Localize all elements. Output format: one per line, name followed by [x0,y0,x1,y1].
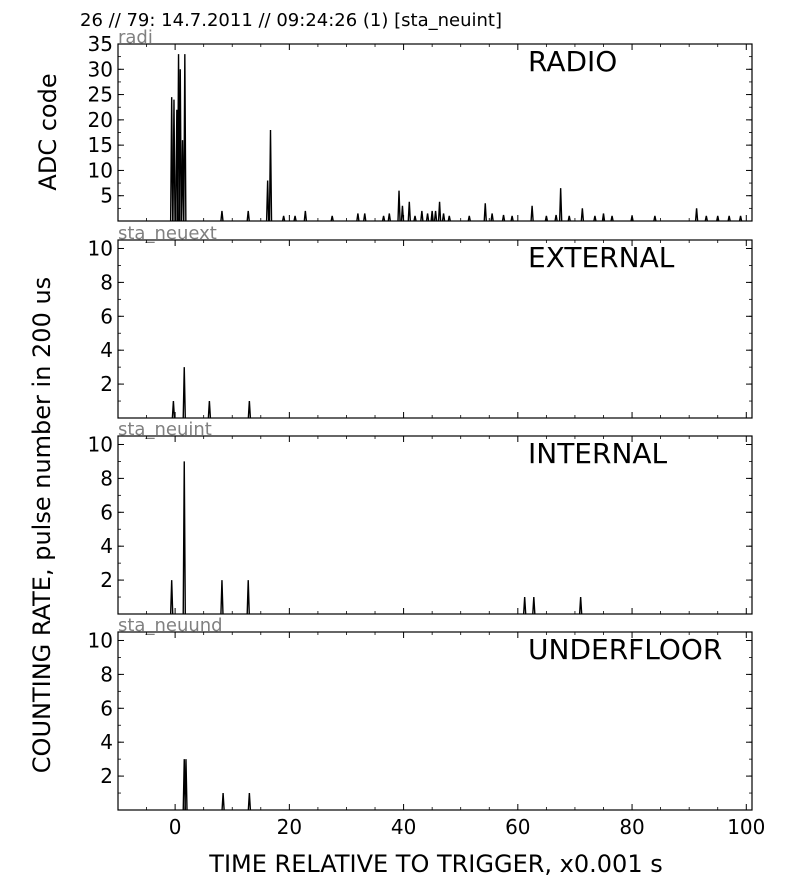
data-spike [511,216,513,221]
data-spike [555,215,557,221]
panel-title: UNDERFLOOR [528,633,723,666]
data-spike [304,211,306,221]
data-spike [533,597,535,614]
data-spike [183,461,185,614]
y-tick-label: 10 [87,432,113,457]
data-spike [408,202,410,221]
data-spike [364,213,366,221]
data-spike [654,216,656,221]
x-axis-label: TIME RELATIVE TO TRIGGER, x0.001 s [209,850,663,878]
y-tick-label: 6 [100,304,113,329]
y-tick-label: 2 [100,764,113,789]
y-tick-label: 15 [87,133,113,158]
y-tick-label: 4 [100,730,113,755]
data-spike [269,130,271,221]
data-spike [705,216,707,221]
x-tick-label: 0 [168,815,182,839]
data-spike [294,216,296,221]
data-spike [248,401,250,418]
y-tick-label: 10 [87,236,113,261]
channel-label: sta_neuund [118,615,223,636]
data-spike [524,597,526,614]
data-spike [331,216,333,221]
y-tick-label: 8 [100,466,113,491]
plot-frame [118,44,752,221]
y-tick-label: 8 [100,662,113,687]
y-axis-label-adc: ADC code [34,73,62,191]
data-spike [183,367,185,418]
y-tick-label: 20 [87,107,113,132]
data-spike [435,211,437,221]
data-spike [427,213,429,221]
data-spike [283,216,285,221]
data-spike [560,188,562,221]
data-spike [388,213,390,221]
panel-title: RADIO [528,45,618,78]
channel-label: sta_neuint [118,419,212,440]
data-spike [611,216,613,221]
data-spike [248,793,250,810]
data-spike [439,202,441,221]
data-spike [580,597,582,614]
channel-label: radi [118,27,153,48]
y-tick-label: 8 [100,270,113,295]
y-tick-label: 6 [100,500,113,525]
data-spike [503,215,505,221]
data-spike [173,100,175,221]
x-tick-label: 60 [505,815,531,839]
data-spike [221,211,223,221]
y-tick-label: 30 [87,57,113,82]
data-spike [581,208,583,221]
data-spike [414,216,416,221]
y-tick-label: 10 [87,628,113,653]
data-spike [222,793,224,810]
panel-title: INTERNAL [528,437,668,470]
data-spike [208,401,210,418]
data-spike [247,580,249,614]
y-tick-label: 25 [87,82,113,107]
x-tick-label: 80 [619,815,645,839]
data-spike [267,181,269,221]
panel-sta_neuund [88,615,766,839]
data-spike [531,206,533,221]
y-tick-label: 2 [100,372,113,397]
y-axis-label-counting-rate: COUNTING RATE, pulse number in 200 us [28,276,56,774]
data-spike [728,216,730,221]
panel-sta_neuint [88,419,752,614]
data-spike [398,191,400,221]
panels [88,27,766,839]
data-spike [594,216,596,221]
data-spike [568,216,570,221]
figure-header: 26 // 79: 14.7.2011 // 09:24:26 (1) [sta_neuint] [80,10,502,31]
data-spike [247,211,249,221]
data-spike [448,216,450,221]
data-spike [185,759,187,810]
y-tick-label: 35 [87,32,113,56]
data-spike [443,213,445,221]
y-tick-label: 6 [100,696,113,721]
panel-radi [88,27,752,221]
y-tick-label: 4 [100,534,113,559]
y-tick-label: 4 [100,338,113,363]
y-tick-label: 2 [100,568,113,593]
data-spike [468,216,470,221]
y-tick-label: 10 [87,158,113,183]
data-spike [171,580,173,614]
data-spike [401,206,403,221]
channel-label: sta_neuext [118,223,217,244]
panel-title: EXTERNAL [528,241,675,274]
data-spike [491,213,493,221]
data-spike [383,216,385,221]
x-tick-label: 100 [727,815,766,839]
data-spike [484,203,486,221]
x-tick-label: 40 [390,815,417,839]
data-spike [357,213,359,221]
data-spike [421,211,423,221]
data-spike [221,580,223,614]
data-spike [740,216,742,221]
data-spike [172,401,174,418]
panel-sta_neuext [88,223,752,418]
data-spike [696,208,698,221]
y-tick-label: 5 [100,183,113,208]
x-tick-label: 20 [276,815,303,839]
data-spike [179,69,181,221]
data-spike [184,54,186,221]
